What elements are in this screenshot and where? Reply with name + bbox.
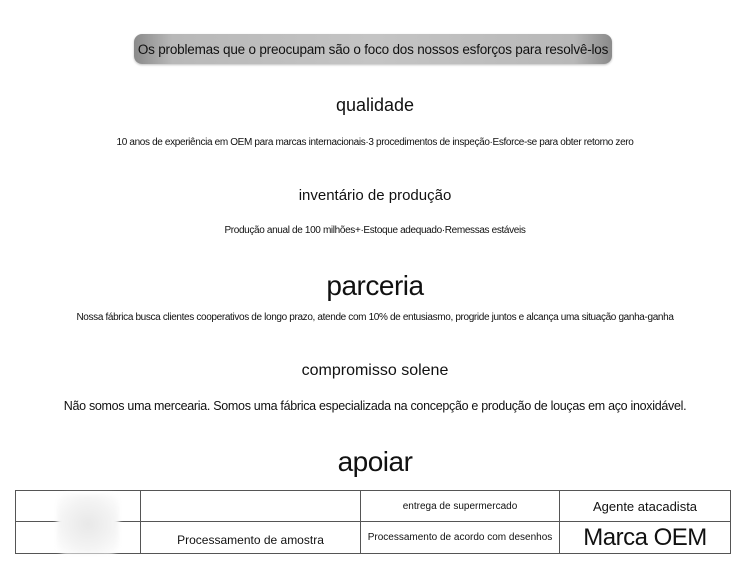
support-table — [15, 490, 731, 554]
sample-processing-cell: Processamento de amostra — [140, 521, 361, 554]
top-banner — [134, 34, 612, 64]
inventory-text: Produção anual de 100 milhões+·Estoque adequado·Remessas estáveis — [224, 225, 526, 236]
banner-text: Os problemas que o preocupam são o foco dos nossos esforços para resolvê-los — [137, 41, 609, 57]
drawing-processing-cell: Processamento de acordo com desenhos — [360, 521, 560, 554]
commitment-title: compromisso solene — [301, 362, 449, 379]
wholesale-agent-cell: Agente atacadista — [559, 490, 731, 522]
commitment-text: Não somos uma mercearia. Somos uma fábrica especializada na concepção e produção de louças em aço inoxidável. — [63, 399, 687, 413]
quality-title: qualidade — [335, 95, 415, 115]
supermarket-delivery-cell: entrega de supermercado — [360, 490, 560, 522]
support-title: apoiar — [337, 446, 413, 477]
partnership-text: Nossa fábrica busca clientes cooperativos de longo prazo, atende com 10% de entusiasmo, progride juntos e alcança uma situação ganha-ganha — [76, 312, 674, 323]
product-image-placeholder — [57, 494, 119, 554]
quality-text: 10 anos de experiência em OEM para marcas internacionais·3 procedimentos de inspeção·Esforce-se para obter retorno zero — [116, 137, 634, 148]
inventory-title: inventário de produção — [298, 187, 452, 204]
oem-brand-cell: Marca OEM — [559, 521, 731, 554]
partnership-title: parceria — [326, 270, 424, 301]
support-cell-empty-3 — [140, 490, 361, 522]
